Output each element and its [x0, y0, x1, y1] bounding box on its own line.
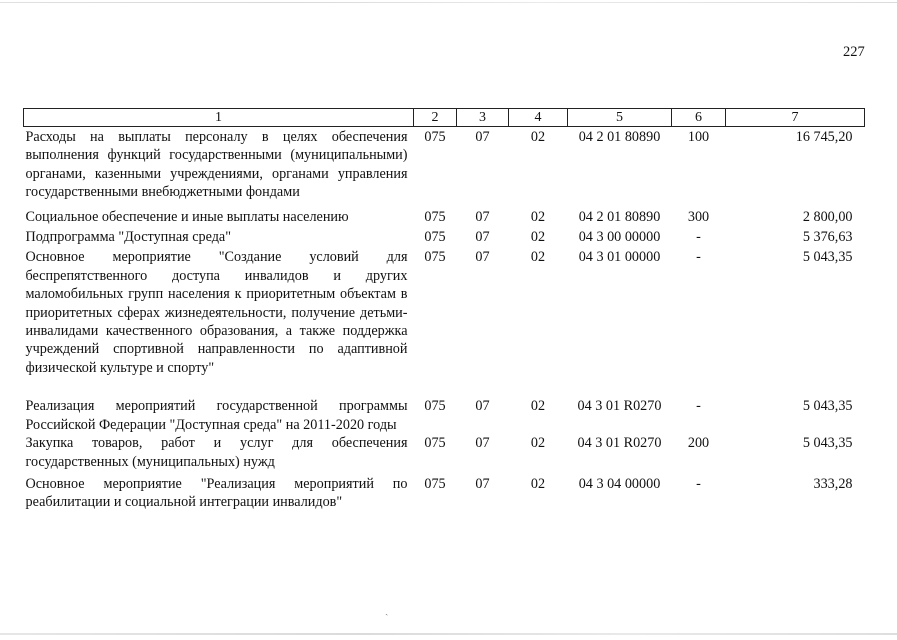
row-name: Основное мероприятие "Создание условий для беспрепятственного доступа инвалидов и других маломобильных групп населения к приоритетным объектам в приоритетных сферах жизнедеятельности, получение детьми-инвалидами качественного образования, а также поддержка учреждений спортивной направленности по адаптивной физической культуре и спорту" — [25, 249, 408, 376]
table-row — [24, 475, 865, 512]
row-subsection: 02 — [530, 475, 546, 492]
row-amount: 5 043,35 — [802, 435, 853, 452]
row-name: Реализация мероприятий государственной программы Российской Федерации "Доступная среда" на 2011-2020 годы — [25, 398, 408, 433]
table-row — [24, 127, 865, 208]
page-number: 227 — [843, 44, 865, 60]
row-expense-type: - — [696, 229, 701, 246]
row-section: 07 — [475, 475, 490, 492]
row-ministry-code: 075 — [424, 229, 446, 246]
row-target-article: 04 3 04 00000 — [578, 475, 661, 492]
header-col-3: 3 — [457, 109, 509, 127]
budget-table — [23, 108, 865, 512]
row-name: Социальное обеспечение и иные выплаты населению — [25, 208, 349, 225]
row-amount: 2 800,00 — [802, 208, 853, 225]
header-col-7: 7 — [726, 109, 865, 127]
table-row — [24, 228, 865, 248]
table-row — [24, 248, 865, 397]
row-name: Расходы на выплаты персоналу в целях обеспечения выполнения функций государственными (муниципальными) органами, казенными учреждениями, органами управления государственными внебюджетными фондами — [25, 129, 408, 201]
row-section: 07 — [475, 129, 490, 145]
row-section: 07 — [475, 398, 490, 415]
header-col-6: 6 — [672, 109, 726, 127]
row-target-article: 04 3 01 R0270 — [577, 398, 662, 415]
header-col-5: 5 — [568, 109, 672, 127]
row-name: Закупка товаров, работ и услуг для обеспечения государственных (муниципальных) нужд — [25, 435, 408, 470]
row-amount: 5 043,35 — [802, 249, 853, 266]
row-name: Основное мероприятие "Реализация мероприятий по реабилитации и социальной интеграции инвалидов" — [25, 475, 408, 511]
table-row — [24, 434, 865, 475]
row-section: 07 — [475, 435, 490, 452]
row-ministry-code: 075 — [424, 475, 446, 492]
row-ministry-code: 075 — [424, 398, 446, 415]
row-amount: 333,28 — [813, 475, 853, 492]
row-expense-type: - — [696, 475, 701, 492]
row-ministry-code: 075 — [424, 129, 446, 145]
row-subsection: 02 — [530, 208, 546, 225]
row-section: 07 — [475, 249, 490, 266]
scan-edge-bottom — [0, 633, 897, 635]
row-amount: 5 376,63 — [802, 229, 853, 246]
row-target-article: 04 2 01 80890 — [578, 208, 661, 225]
row-target-article: 04 3 00 00000 — [578, 229, 661, 246]
header-col-4: 4 — [509, 109, 568, 127]
row-subsection: 02 — [530, 249, 546, 266]
row-expense-type: 100 — [687, 129, 710, 145]
row-ministry-code: 075 — [424, 435, 446, 452]
row-section: 07 — [475, 208, 490, 225]
row-amount: 5 043,35 — [802, 398, 853, 415]
row-subsection: 02 — [530, 129, 546, 145]
row-subsection: 02 — [530, 229, 546, 246]
row-ministry-code: 075 — [424, 249, 446, 266]
row-section: 07 — [475, 229, 490, 246]
scan-speck: ˎ — [385, 605, 389, 616]
table-row — [24, 397, 865, 434]
header-col-1: 1 — [24, 109, 414, 127]
row-target-article: 04 3 01 R0270 — [577, 435, 662, 452]
header-col-2: 2 — [414, 109, 457, 127]
row-expense-type: 300 — [687, 208, 710, 225]
table-row — [24, 208, 865, 228]
row-name: Подпрограмма "Доступная среда" — [25, 229, 232, 246]
row-expense-type: 200 — [687, 435, 710, 452]
row-target-article: 04 3 01 00000 — [578, 249, 661, 266]
header-row — [24, 109, 865, 127]
row-subsection: 02 — [530, 435, 546, 452]
row-subsection: 02 — [530, 398, 546, 415]
row-expense-type: - — [696, 398, 701, 415]
row-amount: 16 745,20 — [795, 129, 853, 145]
row-target-article: 04 2 01 80890 — [578, 129, 661, 145]
scan-edge-top — [0, 2, 897, 3]
row-expense-type: - — [696, 249, 701, 266]
row-ministry-code: 075 — [424, 208, 446, 225]
